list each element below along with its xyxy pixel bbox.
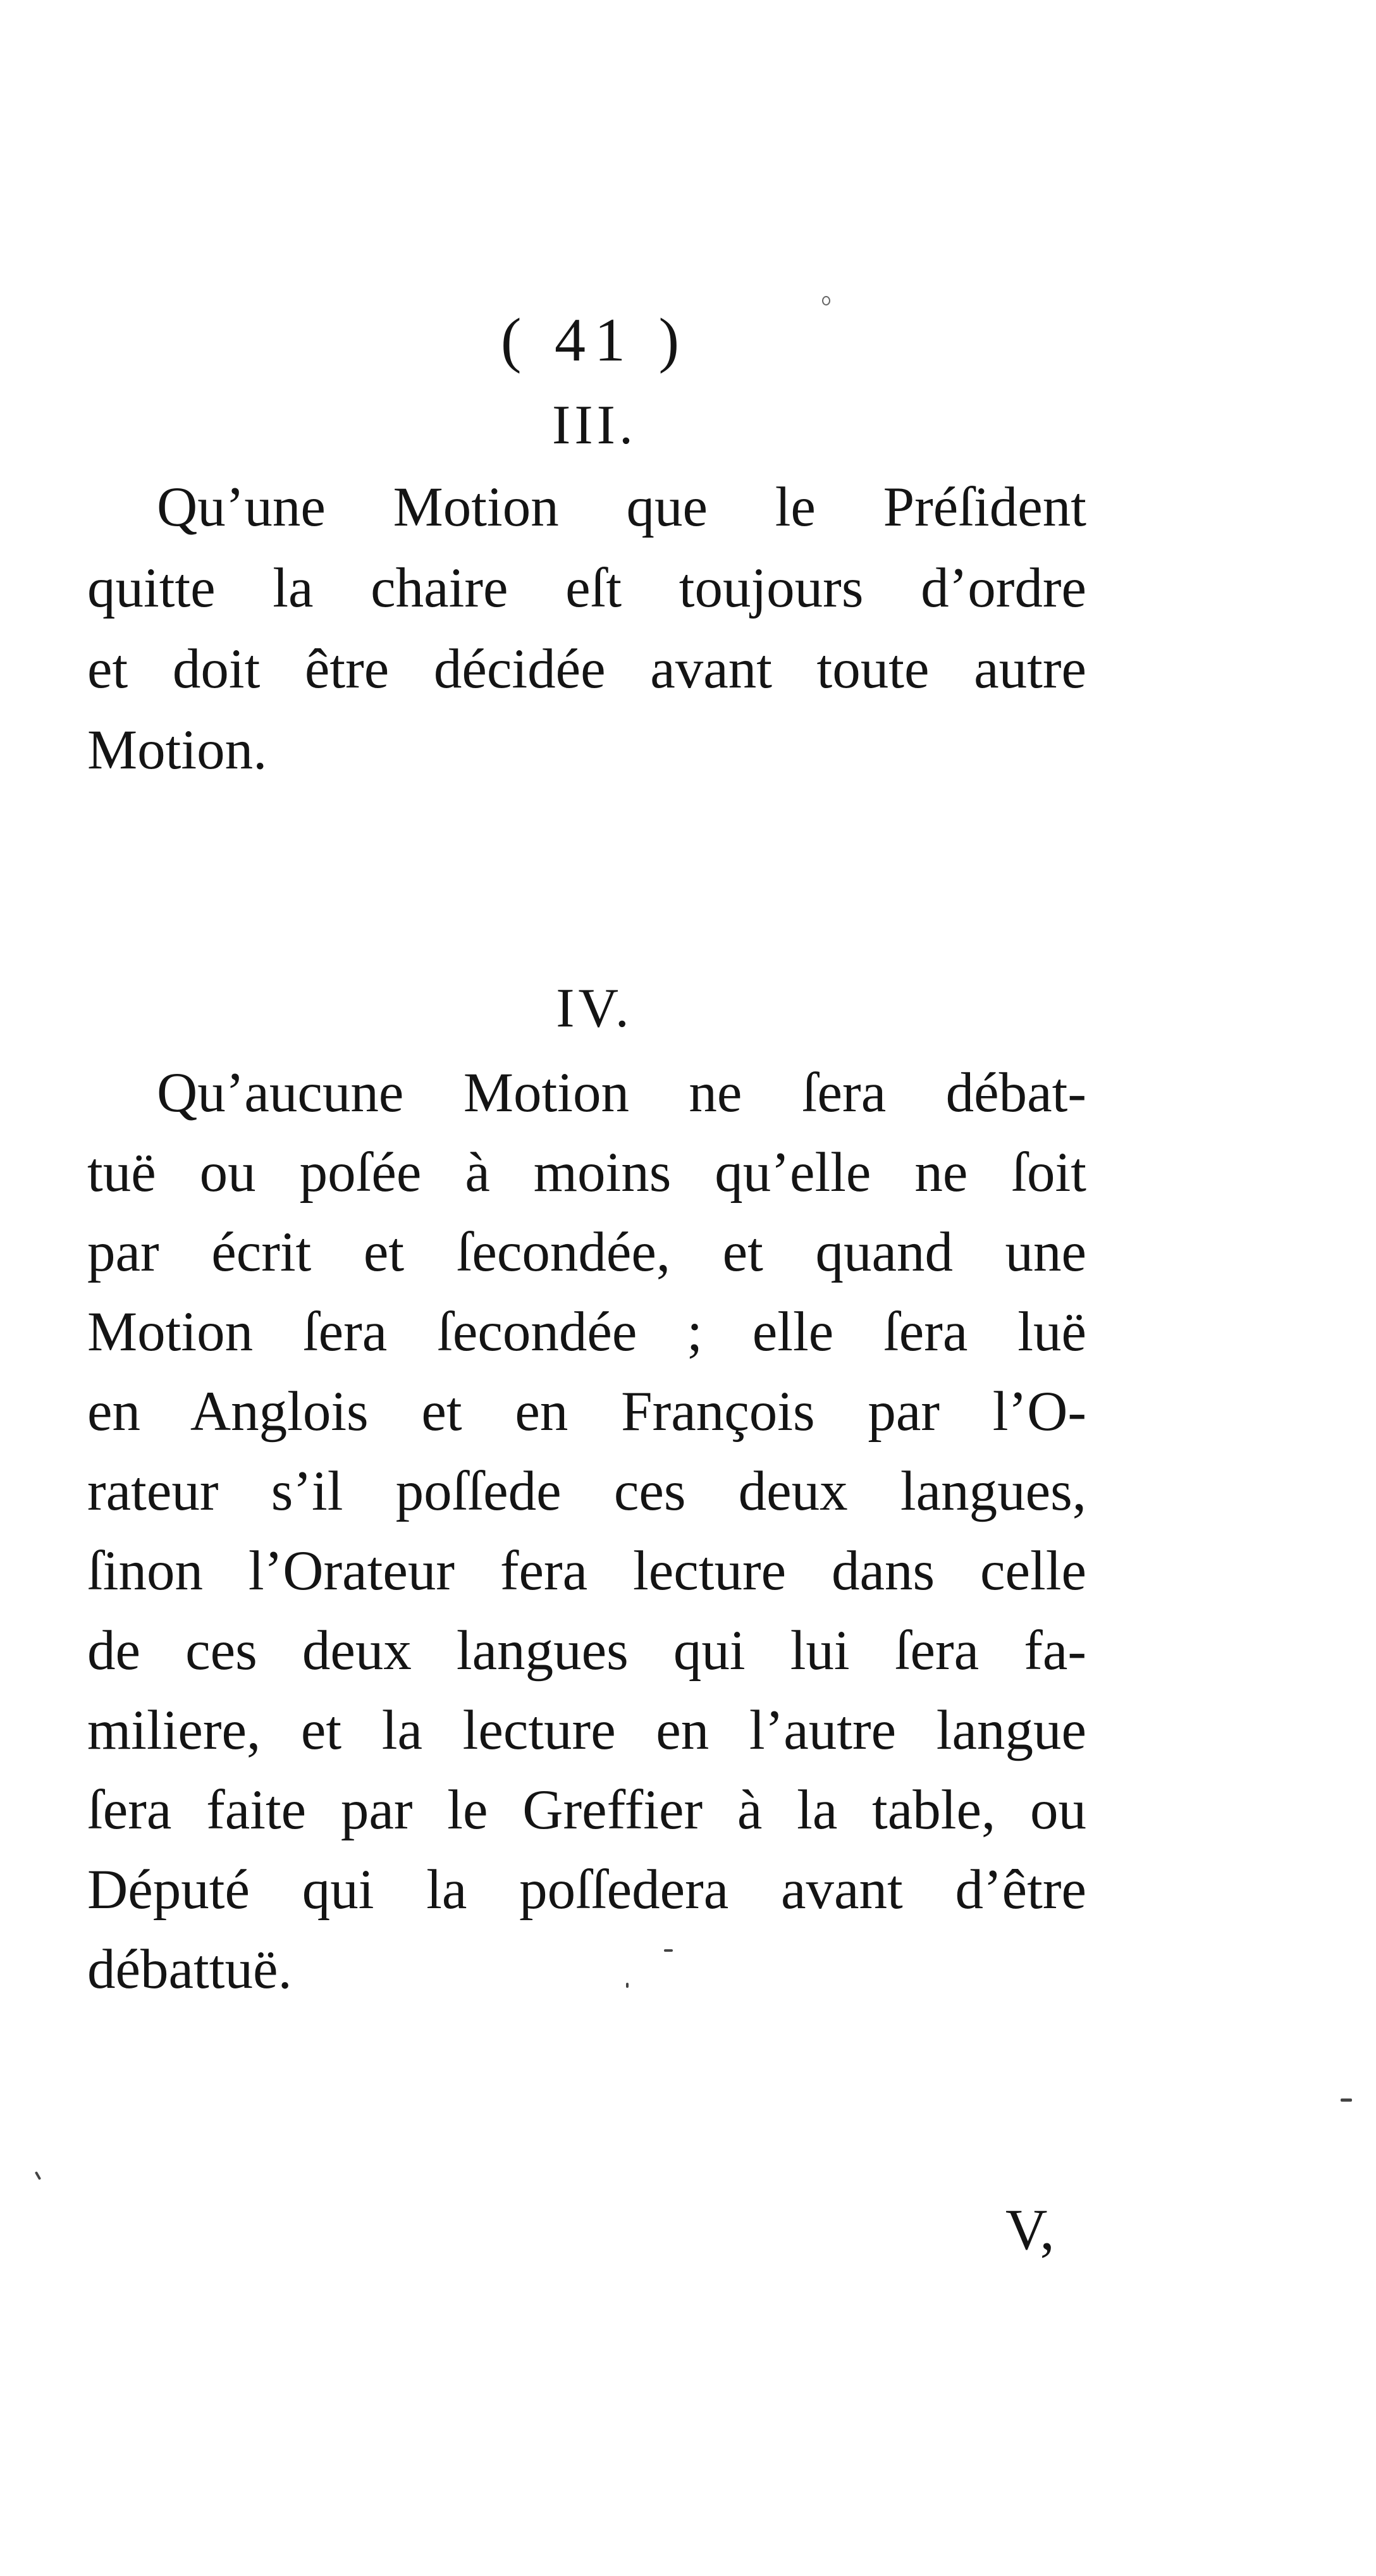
ink-speck [626, 1983, 629, 1988]
text-line: tuë ou poſée à moins qu’elle ne ſoit [87, 1142, 1086, 1204]
catchword: V, [1005, 2197, 1055, 2262]
ink-speck [1341, 2098, 1352, 2102]
section-heading-iii: III. [552, 395, 637, 456]
text-line: Qu’une Motion que le Préſident [157, 476, 1086, 538]
article-iv-paragraph [87, 1053, 1086, 2009]
text-line: de ces deux langues qui lui ſera fa- [87, 1620, 1086, 1682]
ink-speck [35, 2171, 41, 2180]
article-iii-paragraph [87, 467, 1086, 791]
text-line: Motion ſera ſecondée ; elle ſera luë [87, 1301, 1086, 1363]
text-line: Motion. [87, 719, 267, 781]
text-line: Député qui la poſſedera avant d’être [87, 1859, 1086, 1921]
ink-speck [664, 1949, 673, 1952]
text-line: débattuë. [87, 1938, 292, 2000]
text-line: en Anglois et en François par l’O- [87, 1381, 1086, 1443]
text-line: quitte la chaire eſt toujours d’ordre [87, 557, 1086, 619]
text-line: par écrit et ſecondée, et quand une [87, 1221, 1086, 1283]
ink-speck [822, 296, 830, 305]
page-number: ( 41 ) [500, 306, 689, 374]
text-line: rateur s’il poſſede ces deux langues, [87, 1460, 1086, 1522]
text-line: ſinon l’Orateur fera lecture dans celle [87, 1540, 1086, 1602]
section-heading-iv: IV. [556, 978, 633, 1039]
text-line: ſera faite par le Greffier à la table, ou [87, 1779, 1086, 1841]
text-line: miliere, et la lecture en l’autre langue [87, 1699, 1086, 1761]
text-line: Qu’aucune Motion ne ſera débat- [157, 1062, 1086, 1124]
text-line: et doit être décidée avant toute autre [87, 638, 1086, 700]
